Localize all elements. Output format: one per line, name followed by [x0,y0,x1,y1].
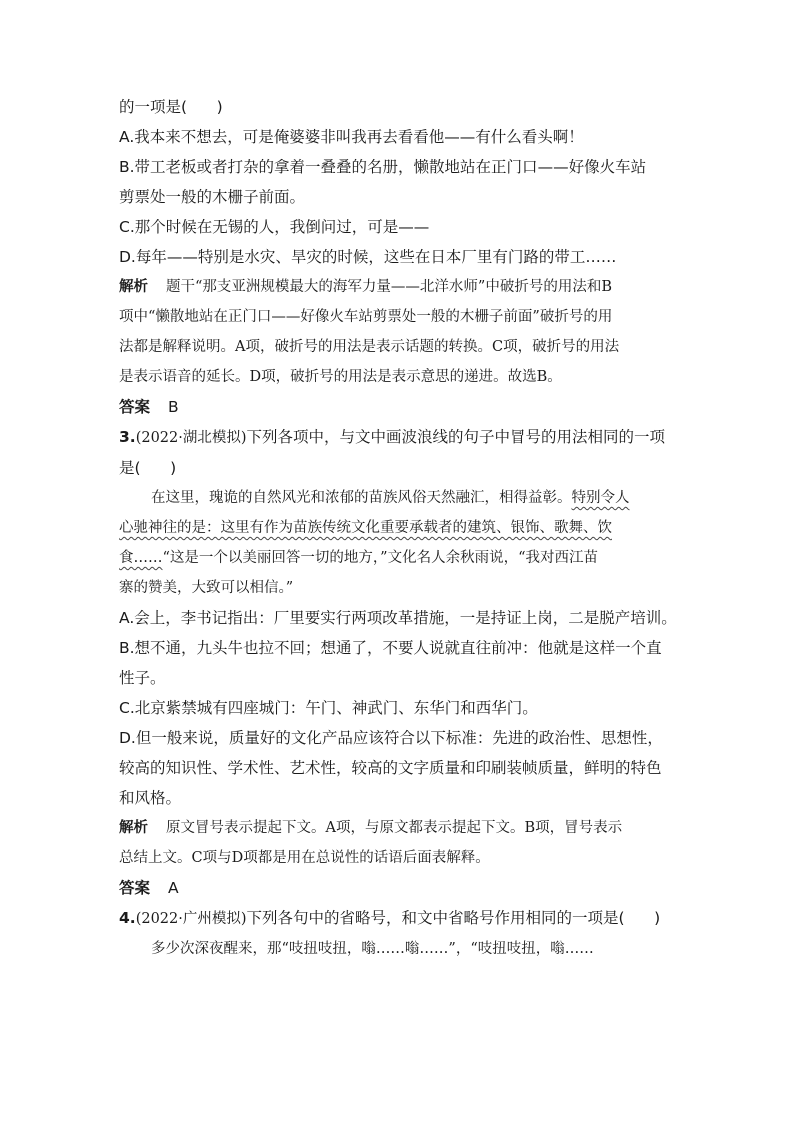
q3-option-d-line2: 较高的知识性、学术性、艺术性，较高的文字质量和印刷装帧质量，鲜明的特色 [119,759,662,777]
q4-number: 4. [119,909,136,927]
q3-stem-line2 [119,453,679,483]
q2-analysis-line2: 项中“懒散地站在正门口——好像火车站剪票处一般的木栅子前面”破折号的用 [119,309,613,325]
q2-stem-tail [119,92,679,122]
q3-passage-line1 [119,483,679,513]
document-page [119,92,679,964]
q2-analysis-line4: 是表示语音的延长。D项，破折号的用法是表示意思的递进。故选B。 [119,369,562,385]
q3-analysis-line2: 总结上文。C项与D项都是用在总说性的话语后面表解释。 [119,850,490,866]
q4-stem [119,903,679,934]
q3-answer-value: A [168,879,179,897]
q3-passage-wavy-1: 特别令人 [571,490,630,506]
q3-option-c: C.北京紫禁城有四座城门：午门、神武门、东华门和西华门。 [119,699,538,717]
q2-option-b-line1: B.带工老板或者打杂的拿着一叠叠的名册，懒散地站在正门口——好像火车站 [119,158,647,176]
q3-option-b-line2: 性子。 [119,669,166,687]
q3-option-b-line1: B.想不通，九头牛也拉不回；想通了，不要人说就直往前冲：他就是这样一个直 [119,639,662,657]
q2-stem-close: ) [216,98,223,116]
q3-stem-close: ) [170,459,177,477]
q3-passage-line4: 寨的赞美，大致可以相信。” [119,580,294,596]
q3-passage-plain-3: “这是一个以美丽回答一切的地方，”文化名人余秋雨说，“我对西江苗 [162,550,598,566]
q2-analysis-label: 解析 [119,278,148,295]
q2-analysis-text-1: 题干“那支亚洲规模最大的海军力量——北洋水师”中破折号的用法和B [166,279,612,295]
q3-number: 3. [119,428,136,446]
q3-passage-line3 [119,543,679,573]
q3-option-d-line3: 和风格。 [119,789,182,807]
q2-analysis-line3: 法都是解释说明。A项，破折号的用法是表示话题的转换。C项，破折号的用法 [119,339,620,355]
q3-analysis-line1 [119,813,679,843]
q3-source: (2022·湖北模拟) [135,430,247,446]
q4-passage-line1: 多少次深夜醒来，那“吱扭吱扭，嗡……嗡……”，“吱扭吱扭，嗡…… [151,941,594,957]
q3-passage-wavy-2: 心驰神往的是：这里有作为苗族传统文化重要承载者的建筑、银饰、歌舞、饮 [119,520,612,536]
q3-analysis-text-1: 原文冒号表示提起下文。A项，与原文都表示提起下文。B项，冒号表示 [166,820,623,836]
q3-answer [119,873,679,903]
q3-option-a: A.会上，李书记指出：厂里要实行两项改革措施，一是持证上岗，二是脱产培训。 [119,609,677,627]
q2-option-d: D.每年——特别是水灾、旱灾的时候，这些在日本厂里有门路的带工…… [119,248,617,266]
q4-stem-close: ) [654,909,661,927]
q3-passage-wavy-3: 食…… [119,550,163,566]
q2-answer [119,392,679,422]
q3-stem-line1 [119,422,679,453]
q2-answer-value: B [168,398,179,416]
q3-option-d-line1: D.但一般来说，质量好的文化产品应该符合以下标准：先进的政治性、思想性， [119,729,663,747]
q3-answer-label: 答案 [119,879,151,897]
q2-option-b-line2: 剪票处一般的木栅子前面。 [119,188,306,206]
q4-source: (2022·广州模拟) [135,911,247,927]
q2-option-a: A.我本来不想去，可是俺婆婆非叫我再去看看他——有什么看头啊！ [119,128,584,146]
q3-stem-text: 下列各项中，与文中画波浪线的句子中冒号的用法相同的一项 [246,428,666,446]
q2-analysis-line1 [119,272,679,302]
q3-stem-text-2: 是( [119,459,141,477]
q3-passage-line2 [119,513,679,543]
q3-analysis-label: 解析 [119,819,148,836]
q4-stem-text: 下列各句中的省略号，和文中省略号作用相同的一项是( [246,909,625,927]
q2-option-c: C.那个时候在无锡的人，我倒问过，可是—— [119,218,430,236]
q2-answer-label: 答案 [119,398,151,416]
q3-passage-plain-1: 在这里，瑰诡的自然风光和浓郁的苗族风俗天然融汇，相得益彰。 [151,490,572,506]
q2-stem-text: 的一项是( [119,98,188,116]
